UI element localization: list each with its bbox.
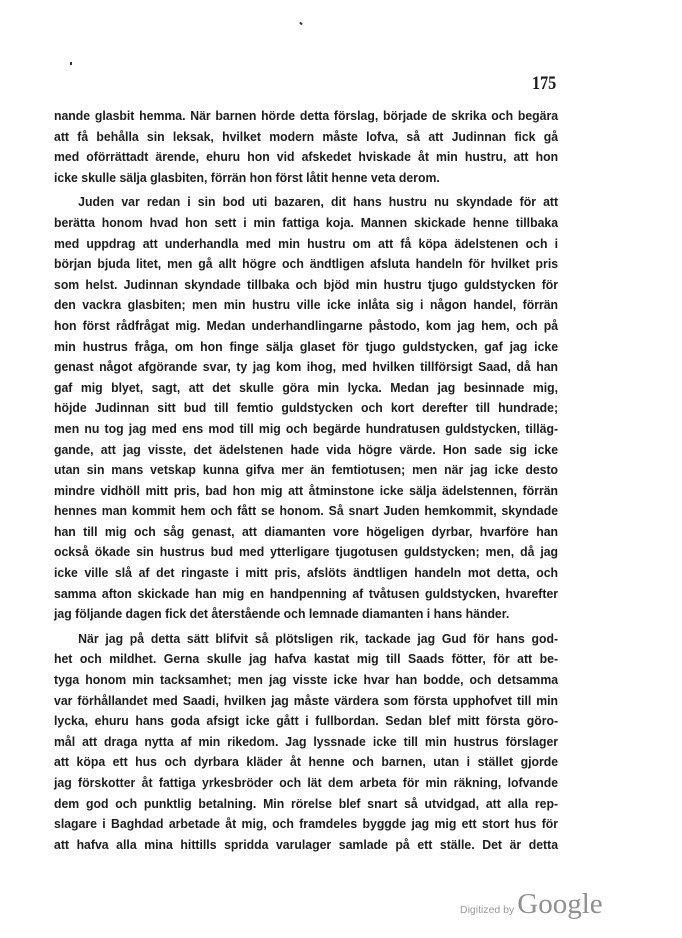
text-line: gande, att jag visste, det ädelstenen hade vida högre värde. Hon sade sig icke xyxy=(54,441,559,457)
text-line: jag förskotter åt fattiga yrkesbröder och lät dem arbeta för min räkning, lofvande xyxy=(54,775,559,790)
text-line: genast något afgörande svar, ty jag kom ihog, med hvilken tillförsigt Saad, då han xyxy=(54,359,559,375)
text-line: nande glasbit hemma. När barnen hörde detta förslag, började de skrika och begära xyxy=(54,108,559,123)
text-line: slagare i Baghdad arbetade åt mig, och framdeles byggde jag mig ett stort hus för xyxy=(54,816,559,832)
text-line: var förhållandet med Saadi, hvilken jag måste värdera som första upphofvet till min xyxy=(54,692,559,708)
text-line: När jag på detta sätt blifvit så plötsligen rik, tackade jag Gud för hans god- xyxy=(78,630,559,646)
scan-speck xyxy=(70,62,72,65)
digitized-label: Digitized by xyxy=(460,904,515,916)
paragraph xyxy=(54,192,558,624)
text-line: mindre vidhöll mitt pris, bad hon mig att åtminstone icke sälja ädelstennen, förrän xyxy=(54,482,559,498)
text-line: dem god och punktlig betalning. Min rörelse blef snart så utvidgad, att alla rep- xyxy=(54,795,559,811)
paragraph xyxy=(54,629,558,856)
text-line: lycka, ehuru hans goda afsigt icke gått i fullbordan. Sedan blef mitt första göro- xyxy=(54,713,559,729)
text-line: också ökade sin hustrus bud med ytterligare tjugotusen guldstycken; men, då jag xyxy=(54,544,559,560)
text-line: min hustrus fråga, om hon finge sälja glaset för tjugo guldstycken, gaf jag icke xyxy=(54,338,559,354)
page-number: 175 xyxy=(532,73,557,94)
text-line: med uppdrag att underhandla med min hustru om att få köpa ädelstenen och i xyxy=(54,235,559,251)
text-line: att köpa ett hus och dyrbara kläder åt henne och barnen, utan i stället gjorde xyxy=(54,754,559,770)
text-line: men nu tog jag med ens mod till mig och begärde hundratusen guldstycken, tilläg- xyxy=(54,420,559,436)
scan-speck xyxy=(299,22,302,26)
text-line: berätta honom hvad hon sett i min fattiga koja. Mannen skickade henne tillbaka xyxy=(54,214,559,230)
text-line: hennes man kommit hem och fått se honom. Så snart Juden hemkommit, skyndade xyxy=(54,503,559,519)
text-line: med oförrättadt ärende, ehuru hon vid afskedet hviskade åt min hustru, att hon xyxy=(54,149,559,165)
text-line: icke ville slå af det ringaste i mitt pris, afslöts ändtligen handeln mot detta, och xyxy=(54,565,559,581)
text-line: Juden var redan i sin bod uti bazaren, dit hans hustru nu skyndade för att xyxy=(78,194,559,210)
text-line: tyga honom min tacksamhet; men jag visste icke hvar han bodde, och detsamma xyxy=(54,672,559,688)
text-line: het och mildhet. Gerna skulle jag hafva kastat mig till Saads fötter, för att be- xyxy=(54,651,559,667)
text-line: att få behålla sin leksak, hvilket modern måste lofva, så att Judinnan fick gå xyxy=(54,128,559,144)
google-logo-text: Google xyxy=(517,888,603,920)
text-line: höjde Judinnan sitt bud till femtio guldstycken och kort derefter till hundrade; xyxy=(54,400,559,416)
digitized-by-google-watermark xyxy=(460,888,603,921)
text-line: samma afton skickade han mig en handpenning af tvåtusen guldstycken, hvarefter xyxy=(54,585,559,601)
paragraph xyxy=(54,106,558,188)
text-line: icke skulle sälja glasbiten, förrän hon först låtit henne veta derom. xyxy=(54,169,440,185)
text-line: att hafva alla mina hittills spridda varulager samlade på ett ställe. Det är detta xyxy=(54,836,559,852)
text-line: mål att draga nytta af min rikedom. Jag lyssnade icke till min hustrus förslager xyxy=(54,733,559,749)
text-line: början bjuda litet, men gå allt högre och ändtligen afsluta handeln för hvilket pris xyxy=(54,256,559,272)
text-line: utan sin mans vetskap kunna gifva mer än femtiotusen; men när jag icke desto xyxy=(54,462,559,478)
text-line: den vackra glasbiten; men min hustru ville icke inlåta sig i någon handel, förrän xyxy=(54,297,559,313)
text-line: som helst. Judinnan skyndade tillbaka och bjöd min hustru tjugo guldstycken för xyxy=(54,276,559,292)
text-line: han till mig och såg genast, att diamanten vore högeligen dyrbar, hvarföre han xyxy=(54,523,559,539)
text-line: hon först rådfrågat mig. Medan underhandlingarne påstodo, kom jag hem, och på xyxy=(54,317,559,333)
text-line: jag följande dagen fick det återstående och lemnade diamanten i hans händer. xyxy=(54,606,510,622)
text-line: gaf mig blyet, sagt, att det skulle göra min lycka. Medan jag besinnade mig, xyxy=(54,379,559,395)
body-text xyxy=(54,106,558,855)
